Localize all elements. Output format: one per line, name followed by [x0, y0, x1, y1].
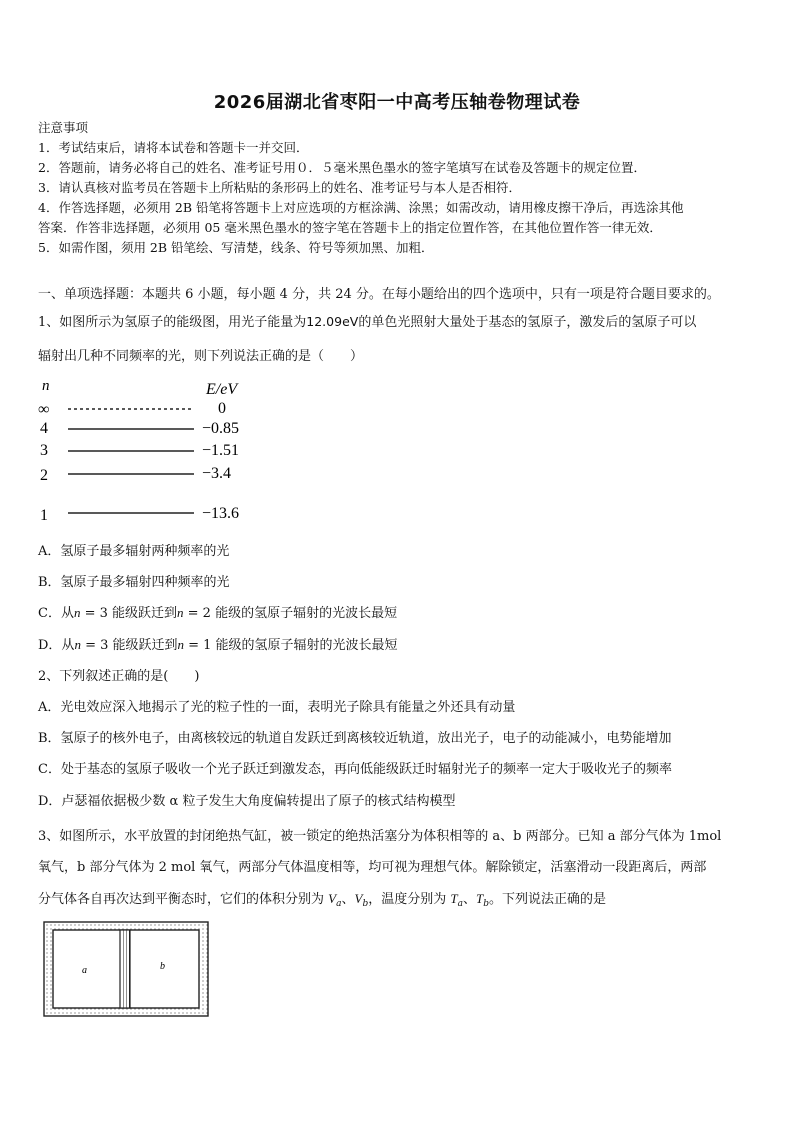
piston — [120, 930, 130, 1008]
q3-text: 、 — [341, 892, 355, 907]
var-ta-sub: a — [457, 899, 463, 909]
notice-item: 3．请认真核对监考员在答题卡上所粘贴的条形码上的姓名、准考证号与本人是否相符． — [38, 180, 521, 195]
level-e-infinity: 0 — [218, 400, 226, 417]
q3-text: 分气体各自再次达到平衡态时，它们的体积分别为 — [38, 892, 329, 907]
level-e-2-value: −3.4 — [202, 465, 232, 482]
level-n-1: 1 — [40, 507, 48, 524]
n-axis-label: n — [42, 378, 50, 394]
notice-item: 2．答题前，请务必将自己的姓名、准考证号用０．５毫米黑色墨水的签字笔填写在试卷及答题卡的规定位置． — [38, 160, 646, 175]
q2-option-c[interactable]: C．处于基态的氢原子吸收一个光子跃迁到激发态，再向低能级跃迁时辐射光子的频率一定大于吸收光子的频率 — [38, 762, 672, 777]
var-tb-sub: b — [483, 899, 489, 909]
option-text: D．从 — [38, 638, 75, 653]
q3-line3 — [38, 883, 760, 920]
var-va: V — [328, 891, 337, 906]
var-va-sub: a — [336, 899, 342, 909]
notice-item: 4．作答选择题，必须用 2B 铅笔将答题卡上对应选项的方框涂满、涂黑；如需改动，请用橡皮擦干净后，再选涂其他 — [38, 200, 684, 215]
option-text: = 2 能级的氢原子辐射的光波长最短 — [183, 606, 398, 621]
var-vb-sub: b — [362, 899, 369, 909]
option-text: C．从 — [38, 606, 74, 621]
section-heading: 一、单项选择题：本题共 6 小题，每小题 4 分，共 24 分。在每小题给出的四个选项中，只有一项是符合题目要求的。 — [38, 287, 720, 302]
chamber-b-label: b — [160, 961, 165, 972]
option-text: = 1 能级的氢原子辐射的光波长最短 — [184, 638, 398, 653]
notice-item: 5．如需作图，须用 2B 铅笔绘、写清楚，线条、符号等须加黑、加粗． — [38, 240, 434, 255]
page-title: 2026届湖北省枣阳一中高考压轴卷物理试卷 — [213, 92, 581, 113]
q1-stem-b: 的单色光照射大量处于基态的氢原子，激发后的氢原子可以 — [358, 315, 697, 330]
option-var: n — [74, 637, 81, 652]
q1-energy: 12.09eV — [306, 314, 359, 329]
var-vb: V — [354, 891, 363, 906]
q3-text: 。下列说法正确的是 — [488, 892, 606, 907]
q1-option-b[interactable]: B．氢原子最多辐射四种频率的光 — [38, 575, 230, 590]
q1-option-d[interactable] — [38, 634, 398, 653]
notice-item: 答案．作答非选择题，必须用 05 毫米黑色墨水的签字笔在答题卡上的指定位置作答，在其他位置作答一律无效． — [38, 220, 662, 235]
q2-option-d[interactable]: D．卢瑟福依据极少数 α 粒子发生大角度偏转提出了原子的核式结构模型 — [38, 794, 456, 809]
q3-line1: 3、如图所示，水平放置的封闭绝热气缸，被一锁定的绝热活塞分为体积相等的 a、b 两部分。已知 a 部分气体为 1mol — [38, 829, 722, 844]
option-var: n — [177, 605, 184, 620]
chamber-a-label: a — [82, 965, 87, 976]
question-2-stem: 2、下列叙述正确的是( ) — [38, 669, 200, 684]
level-e-1: −13.6 — [202, 505, 240, 522]
cylinder-diagram — [42, 920, 212, 1020]
q2-option-b[interactable]: B．氢原子的核外电子，由离核较远的轨道自发跃迁到离核较近轨道，放出光子，电子的动能减小，电势能增加 — [38, 731, 672, 746]
level-n-4: 4 — [40, 420, 48, 437]
level-e-3: −1.51 — [202, 442, 240, 459]
option-text: = 3 能级跃迁到 — [80, 606, 178, 621]
notice-heading: 注意事项 — [38, 120, 89, 135]
energy-axis-label: E/eV — [206, 381, 238, 398]
q1-line1 — [38, 312, 760, 333]
option-var: n — [73, 605, 81, 620]
question-1-stem — [38, 312, 760, 367]
q1-option-c[interactable] — [38, 602, 397, 621]
q2-option-a[interactable]: A．光电效应深入地揭示了光的粒子性的一面，表明光子除具有能量之外还具有动量 — [38, 700, 516, 715]
q1-option-a[interactable]: A．氢原子最多辐射两种频率的光 — [38, 544, 230, 559]
q1-stem-c: 辐射出几种不同频率的光，则下列说法正确的是（ ） — [38, 349, 364, 364]
q3-text: 、 — [462, 892, 476, 907]
level-e-4: −0.85 — [202, 420, 240, 437]
option-text: = 3 能级跃迁到 — [80, 638, 178, 653]
level-n-infinity: ∞ — [38, 401, 50, 418]
option-var: n — [177, 637, 184, 652]
q3-line2: 氧气，b 部分气体为 2 mol 氧气，两部分气体温度相等，均可视为理想气体。解除锁定，活塞滑动一段距离后，两部 — [38, 860, 707, 875]
notice-block — [38, 118, 758, 258]
var-ta: T — [450, 891, 458, 906]
level-n-2: 2 — [40, 467, 48, 484]
notice-item: 1．考试结束后，请将本试卷和答题卡一并交回． — [38, 140, 309, 155]
var-tb: T — [475, 891, 484, 906]
question-3-stem — [38, 821, 760, 920]
q1-stem-a: 1、如图所示为氢原子的能级图，用光子能量为 — [38, 315, 307, 330]
energy-level-diagram — [34, 372, 274, 527]
q3-text: ，温度分别为 — [368, 892, 451, 907]
level-n-3: 3 — [40, 442, 48, 459]
